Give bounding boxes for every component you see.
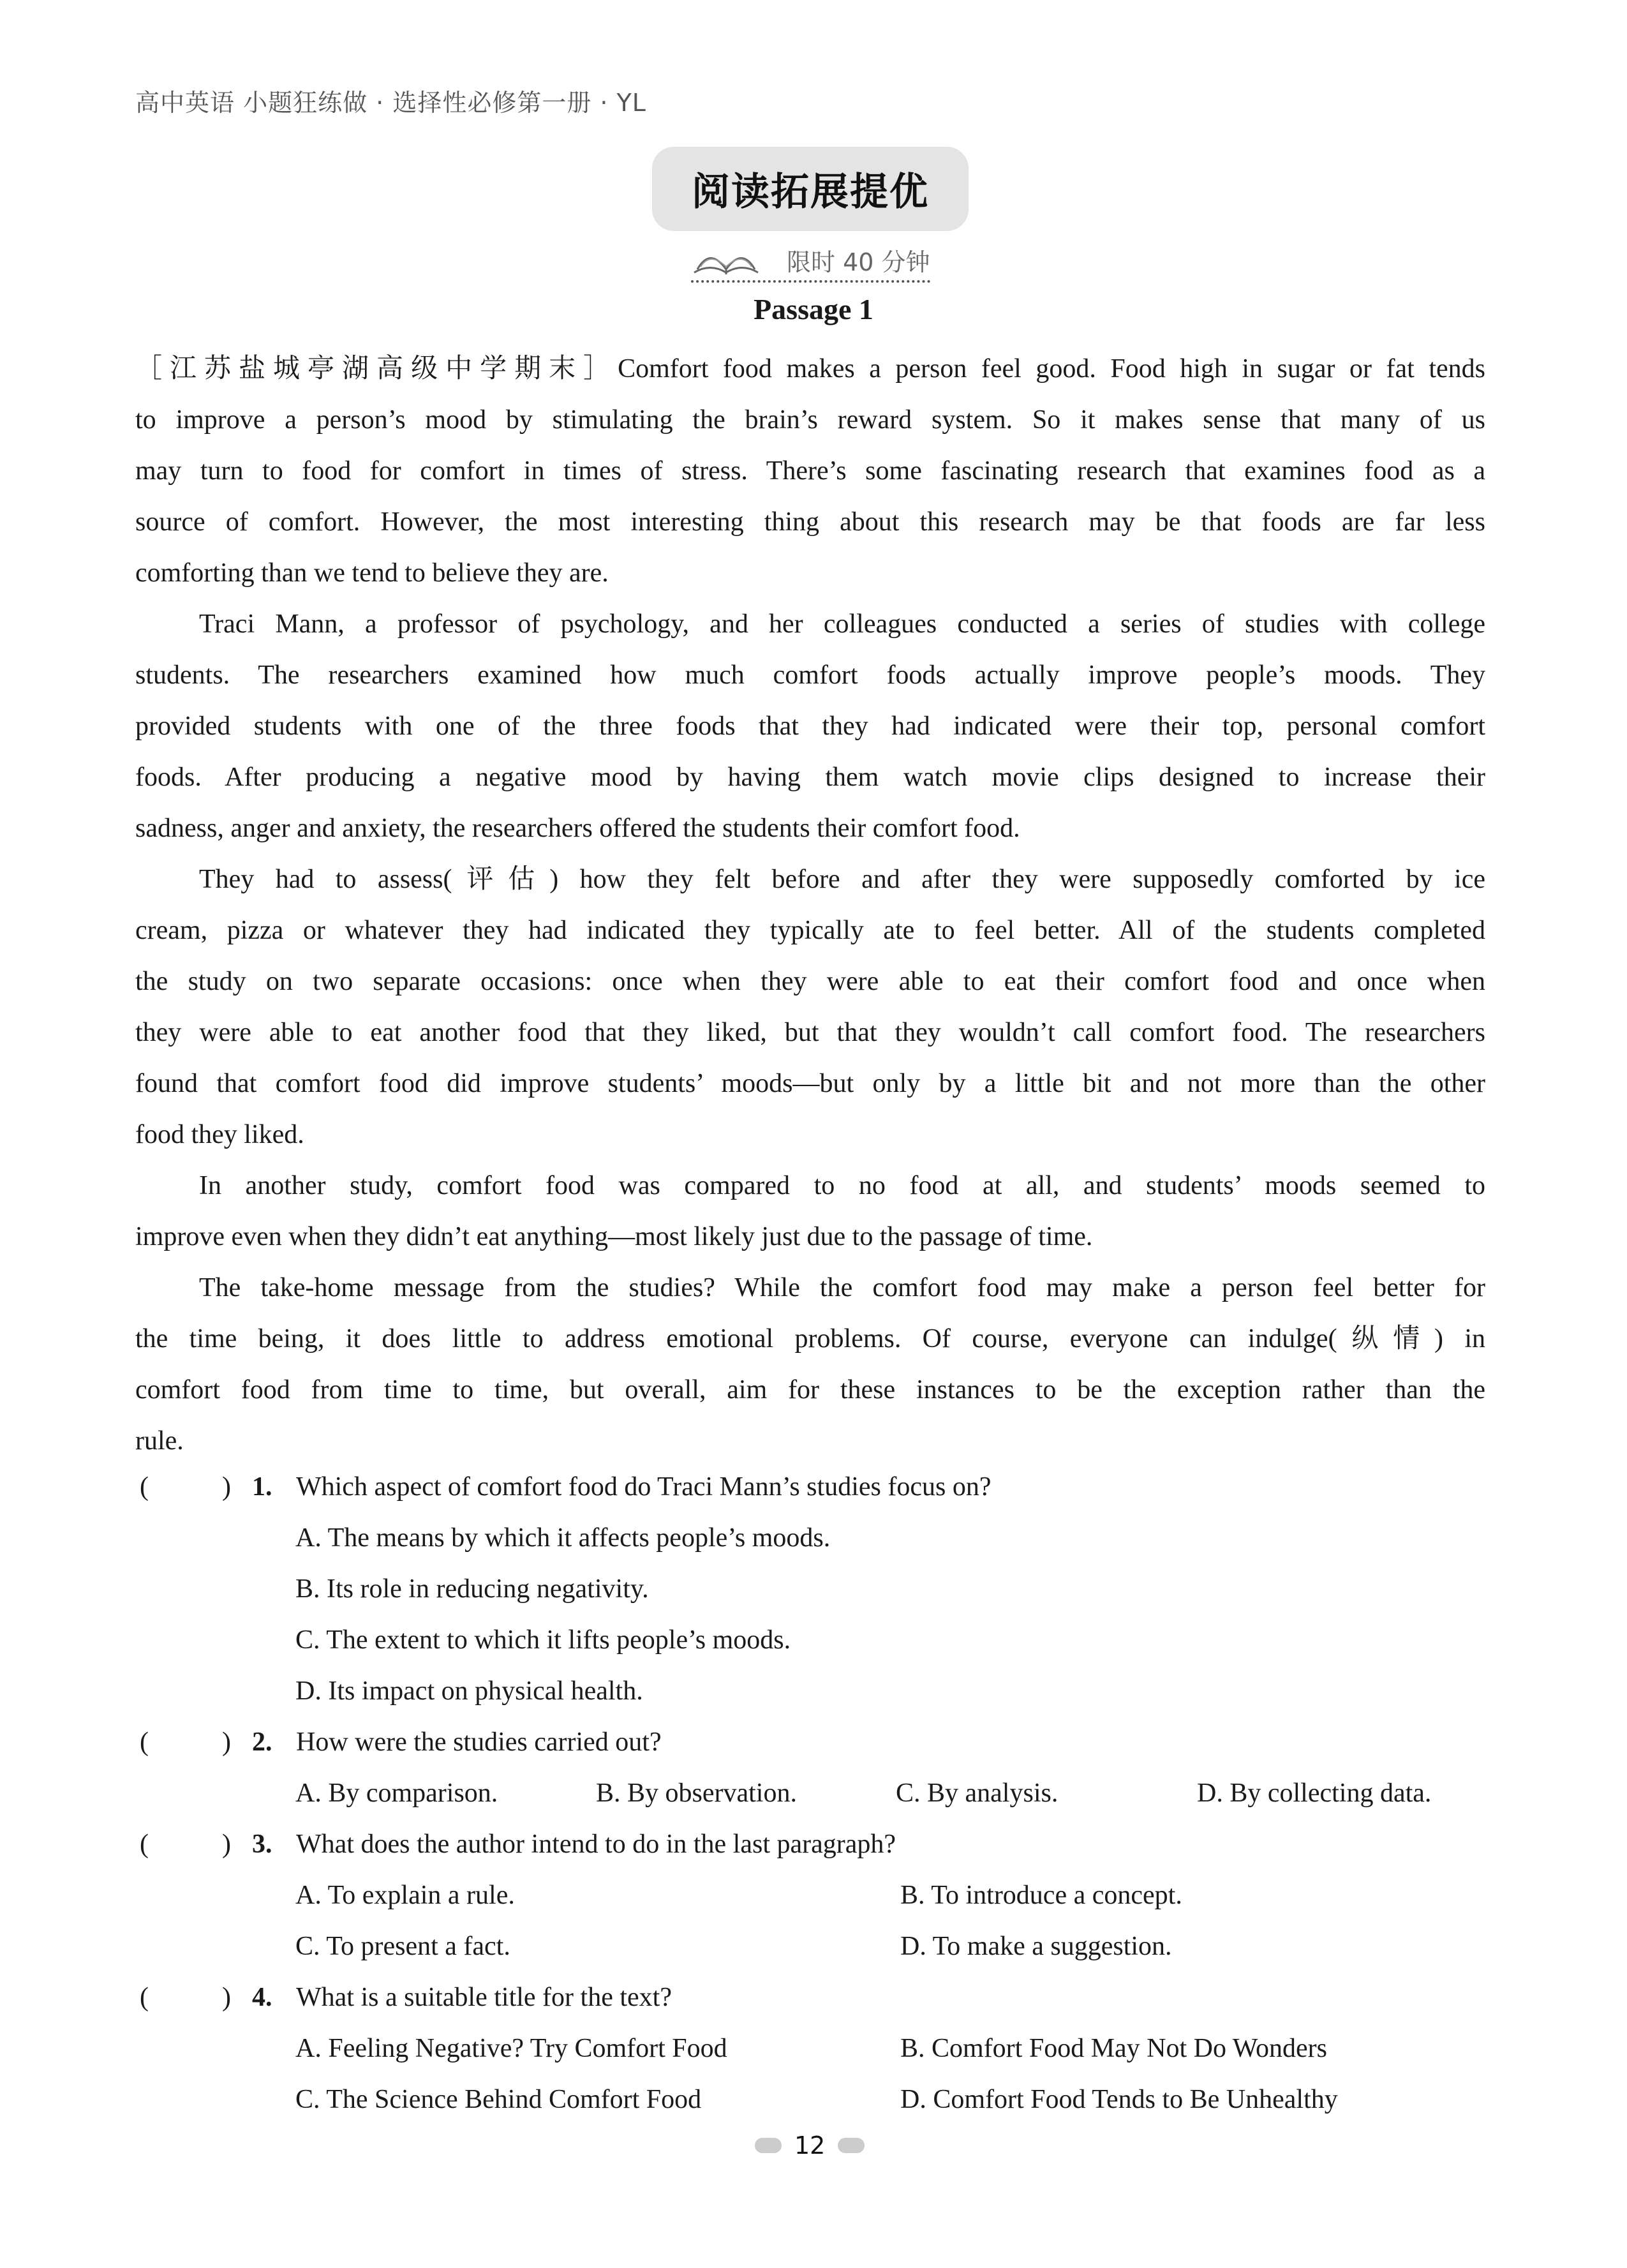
question-number: 1. [252,1472,272,1502]
question-4 [135,1972,1485,2023]
running-header: 高中英语 小题狂练做 · 选择性必修第一册 · YL [135,89,646,117]
answer-paren-open[interactable]: ( [140,1472,149,1502]
text-line: foods. After producing a negative mood by having them watch movie clips designed to increase their [135,763,1485,792]
text-line: the study on two separate occasions: once when they were able to eat their comfort food and once when [135,967,1485,996]
answer-paren-open[interactable]: ( [140,1830,149,1859]
option-d[interactable]: D. Its impact on physical health. [295,1676,643,1706]
text-line: source of comfort. However, the most interesting thing about this research may be that foods are far less [135,507,1485,537]
option-c[interactable]: C. To present a fact. [295,1932,510,1961]
option-a[interactable]: A. To explain a rule. [295,1881,515,1910]
option-d[interactable]: D. To make a suggestion. [900,1932,1172,1961]
answer-paren-open[interactable]: ( [140,1727,149,1757]
text-line: comfort food from time to time, but overall, aim for these instances to be the exception rather than the [135,1375,1485,1405]
answer-paren-close[interactable]: ) [222,1830,231,1859]
text-line: The take-home message from the studies? While the comfort food may make a person feel better for [199,1273,1485,1302]
open-book-icon [691,244,761,277]
question-number: 2. [252,1727,272,1757]
passage-body [135,343,1485,1466]
text-line: provided students with one of the three foods that they had indicated were their top, personal comfort [135,712,1485,741]
question-2 [135,1717,1485,1768]
text-line: They had to assess(评估) how they felt before and after they were supposedly comforted by ice [199,865,1485,894]
text-line: students. The researchers examined how much comfort foods actually improve people’s moods. They [135,660,1485,690]
text-line: they were able to eat another food that they liked, but that they wouldn’t call comfort food. The researchers [135,1018,1485,1047]
section-title: 阅读拓展提优 [692,170,929,214]
section-title-box [652,147,969,231]
text-line: the time being, it does little to address emotional problems. Of course, everyone can indulge(纵情) in [135,1324,1485,1354]
paragraph [135,1160,1485,1262]
text-line: may turn to food for comfort in times of stress. There’s some fascinating research that examines food as a [135,456,1485,486]
text-line: sadness, anger and anxiety, the researchers offered the students their comfort food. [135,814,1020,843]
option-d[interactable]: D. By collecting data. [1197,1779,1432,1808]
text-line: cream, pizza or whatever they had indicated they typically ate to feel better. All of the students completed [135,916,1485,945]
answer-paren-close[interactable]: ) [222,1983,231,2012]
time-limit-text: 限时 40 分钟 [787,248,930,276]
option-c[interactable]: C. The Science Behind Comfort Food [295,2085,702,2114]
question-stem: Which aspect of comfort food do Traci Mann’s studies focus on? [296,1472,992,1502]
question-stem: How were the studies carried out? [296,1727,662,1757]
paragraph [135,343,1485,599]
paragraph [135,1262,1485,1466]
text-line: improve even when they didn’t eat anything—most likely just due to the passage of time. [135,1222,1093,1251]
question-stem: What is a suitable title for the text? [296,1983,672,2012]
option-b[interactable]: B. Comfort Food May Not Do Wonders [900,2034,1328,2063]
time-limit [691,242,930,283]
question-3 [135,1819,1485,1870]
option-b[interactable]: B. Its role in reducing negativity. [295,1574,649,1604]
page-number-decoration [755,2138,782,2153]
option-b[interactable]: B. To introduce a concept. [900,1881,1182,1910]
option-a[interactable]: A. Feeling Negative? Try Comfort Food [295,2034,727,2063]
passage-title: Passage 1 [754,293,873,325]
text-line: rule. [135,1426,184,1456]
text-line: In another study, comfort food was compared to no food at all, and students’ moods seemed to [199,1171,1485,1200]
text-line: comforting than we tend to believe they are. [135,558,609,588]
page-number [755,2131,865,2160]
option-a[interactable]: A. The means by which it affects people’s moods. [295,1523,831,1553]
page-number-decoration [838,2138,865,2153]
answer-paren-open[interactable]: ( [140,1983,149,2012]
text-line: to improve a person’s mood by stimulating the brain’s reward system. So it makes sense that many of us [135,405,1485,435]
answer-paren-close[interactable]: ) [222,1472,231,1502]
text-line: Traci Mann, a professor of psychology, and her colleagues conducted a series of studies with college [199,609,1485,639]
question-stem: What does the author intend to do in the last paragraph? [296,1830,896,1859]
paragraph [135,854,1485,1160]
option-c[interactable]: C. By analysis. [896,1779,1059,1808]
question-1 [135,1461,1485,1512]
page-number-text: 12 [794,2131,826,2160]
option-a[interactable]: A. By comparison. [295,1779,498,1808]
option-b[interactable]: B. By observation. [596,1779,797,1808]
question-number: 3. [252,1830,272,1859]
text-line: ［江苏盐城亭湖高级中学期末］Comfort food makes a person feel good. Food high in sugar or fat tends [135,354,1485,384]
text-line: found that comfort food did improve students’ moods—but only by a little bit and not more than the other [135,1069,1485,1098]
question-number: 4. [252,1983,272,2012]
option-d[interactable]: D. Comfort Food Tends to Be Unhealthy [900,2085,1338,2114]
paragraph [135,599,1485,854]
answer-paren-close[interactable]: ) [222,1727,231,1757]
option-c[interactable]: C. The extent to which it lifts people’s moods. [295,1625,791,1655]
text-line: food they liked. [135,1120,304,1149]
